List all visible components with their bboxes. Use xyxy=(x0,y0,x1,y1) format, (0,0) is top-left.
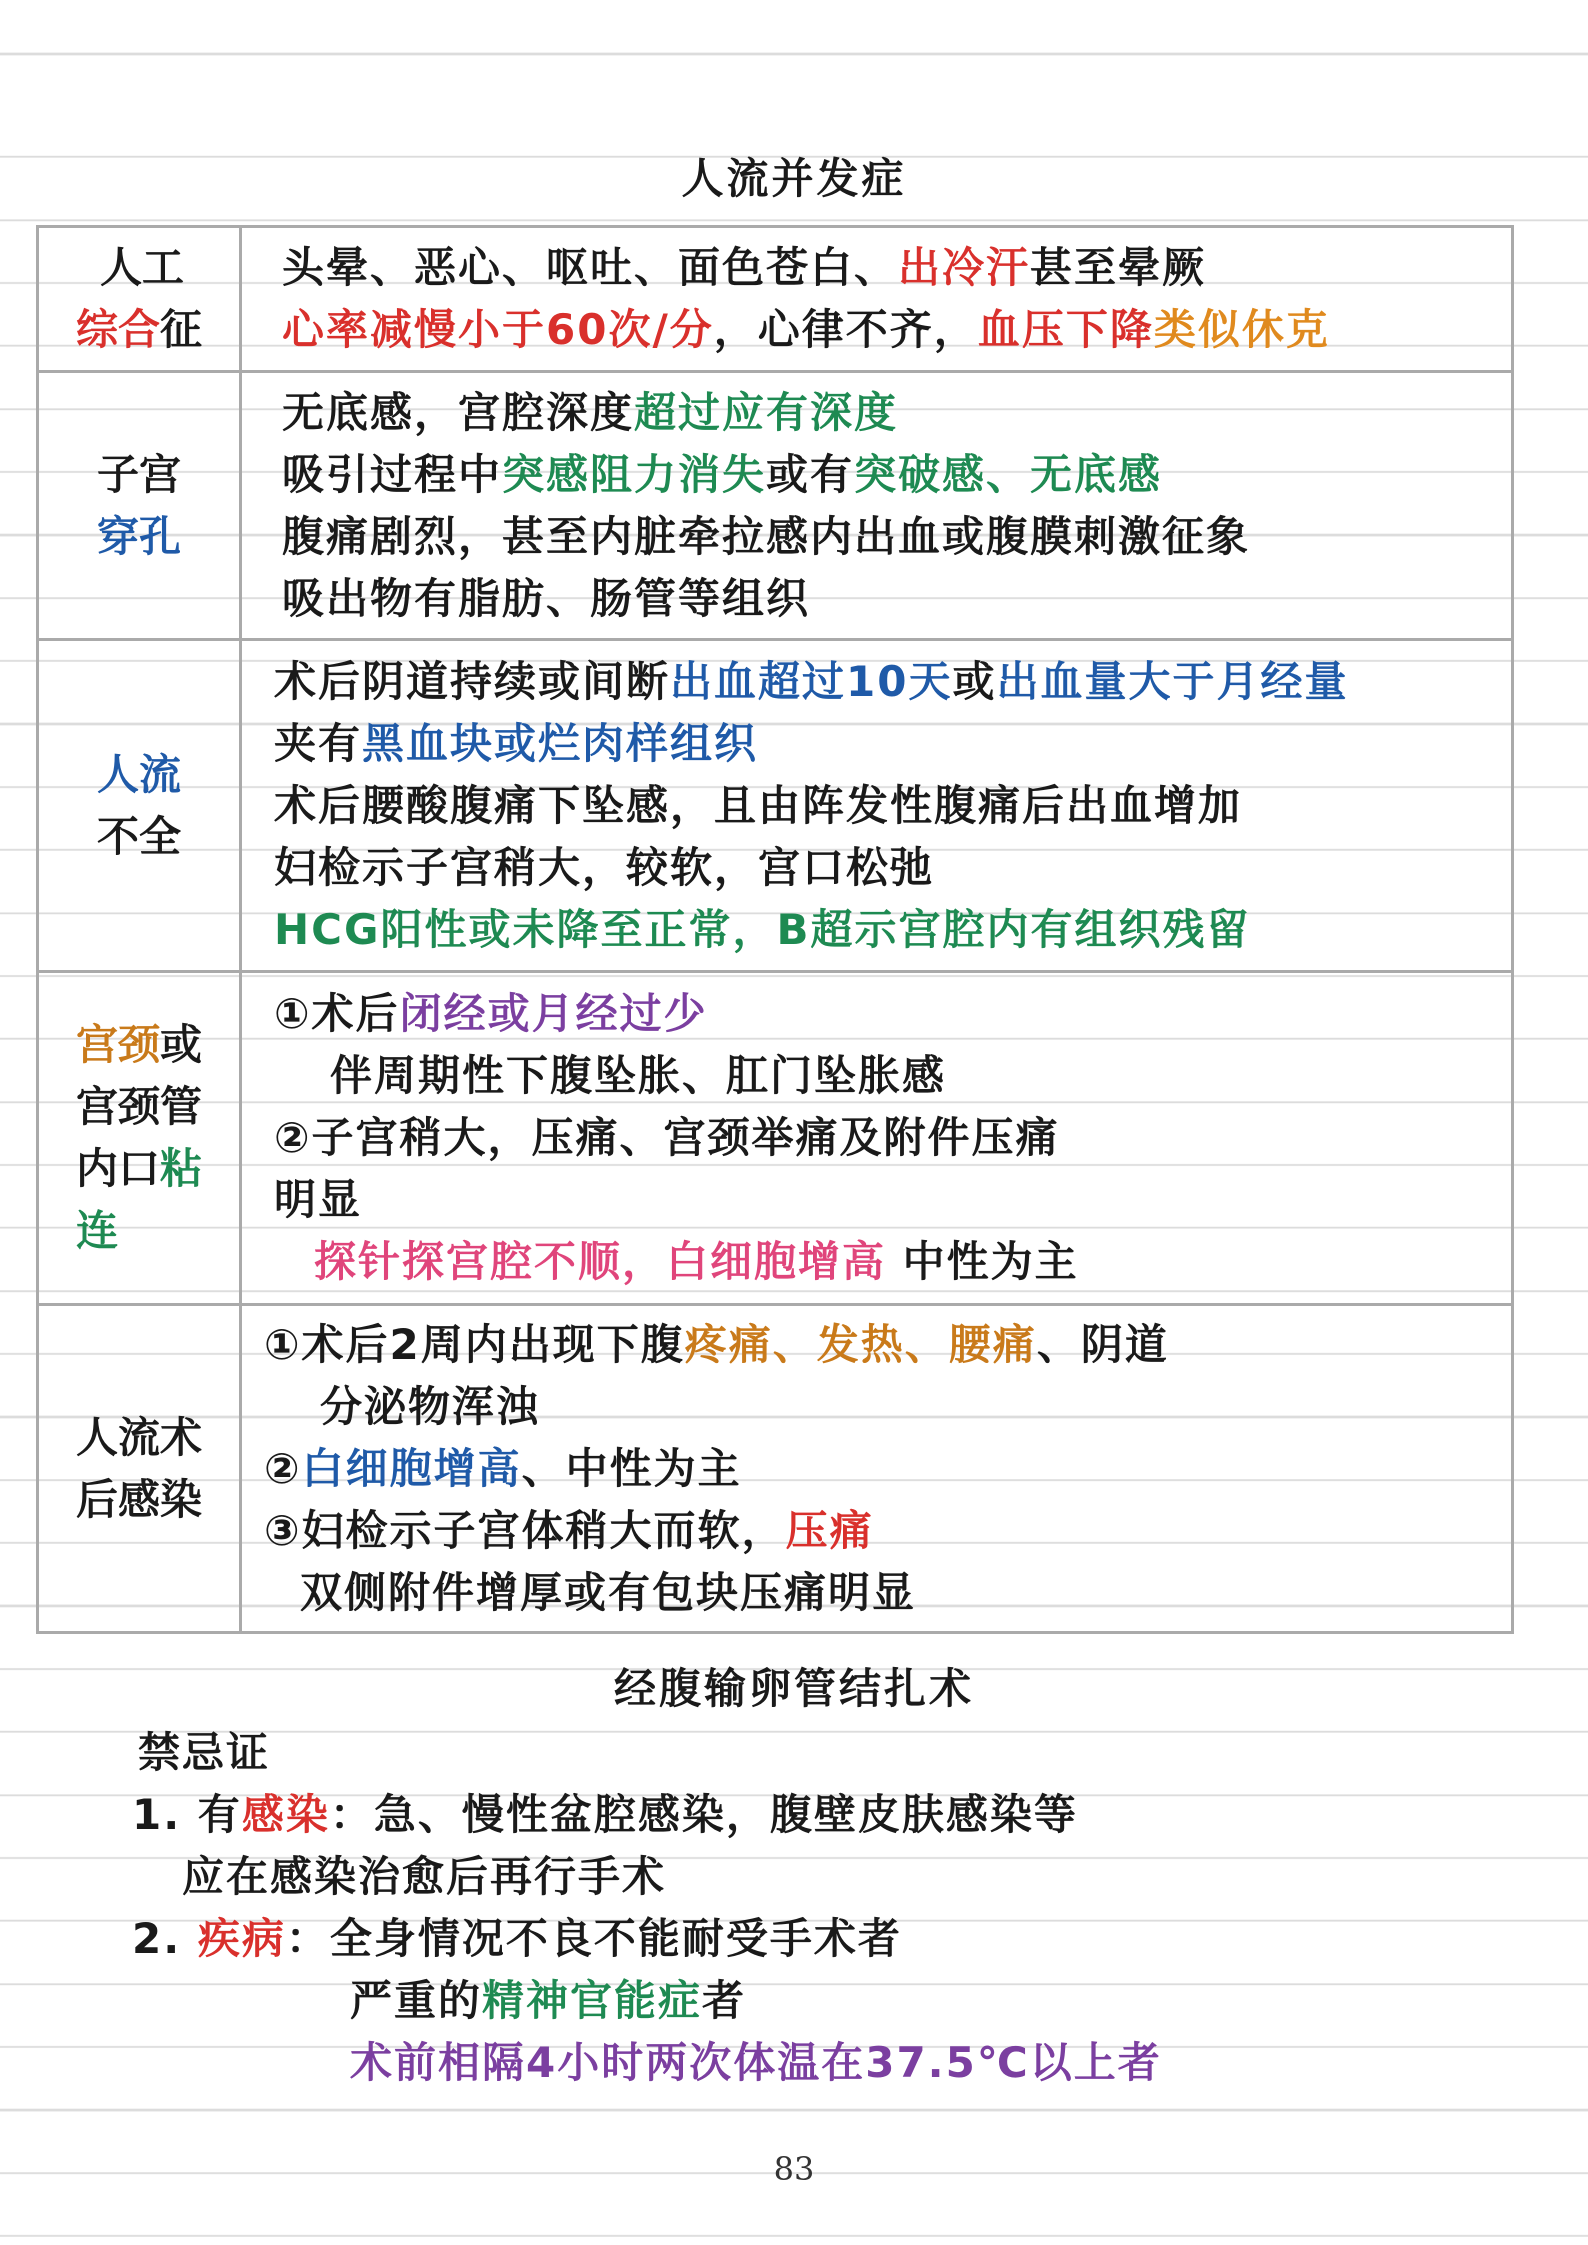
table-row-artificial-syndrome xyxy=(38,227,1513,372)
page-number: 83 xyxy=(773,2150,815,2188)
content-line: HCG阳性或未降至正常，B超示宫腔内有组织残留 xyxy=(274,904,1251,954)
content-line: 无底感，宫腔深度超过应有深度 xyxy=(282,387,899,437)
contraindication-subitem-temperature: 术前相隔4小时两次体温在37.5℃以上者 xyxy=(350,2038,1162,2087)
section-title-abortion-complications: 人流并发症 xyxy=(681,154,907,203)
row-label-uterine-perforation: 子宫 穿孔 xyxy=(38,372,241,640)
table-row-incomplete-abortion xyxy=(38,640,1513,972)
content-line: 分泌物浑浊 xyxy=(320,1381,541,1431)
content-line: 妇检示子宫稍大，较软，宫口松弛 xyxy=(274,842,935,892)
row-content-artificial-syndrome xyxy=(241,227,1513,372)
content-line: 伴周期性下腹坠胀、肛门坠胀感 xyxy=(330,1051,947,1100)
content-line: 吸出物有脂肪、肠管等组织 xyxy=(282,573,811,623)
content-line: ②白细胞增高、中性为主 xyxy=(264,1443,742,1493)
content-line: 明显 xyxy=(274,1175,363,1224)
content-line: ③妇检示子宫体稍大而软，压痛 xyxy=(264,1505,874,1555)
section-title-tubal-ligation: 经腹输卵管结扎术 xyxy=(613,1664,974,1713)
content-line: ①术后2周内出现下腹疼痛、发热、腰痛、阴道 xyxy=(264,1319,1169,1369)
contraindication-item-infection: 1. 有感染：急、慢性盆腔感染，腹壁皮肤感染等 xyxy=(132,1790,1078,1839)
row-content-cervical-adhesion xyxy=(241,972,1513,1305)
row-content-uterine-perforation xyxy=(241,372,1513,640)
contraindication-subitem-neurosis: 严重的精神官能症者 xyxy=(350,1976,747,2025)
contraindication-item-disease: 2. 疾病：全身情况不良不能耐受手术者 xyxy=(132,1914,902,1963)
content-line: 心率减慢小于60次/分，心律不齐，血压下降类似休克 xyxy=(282,305,1330,354)
content-line: ②子宫稍大，压痛、宫颈举痛及附件压痛 xyxy=(274,1113,1060,1162)
content-line: 术后腰酸腹痛下坠感，且由阵发性腹痛后出血增加 xyxy=(274,780,1243,830)
row-content-post-abortion-infection xyxy=(241,1305,1513,1633)
row-label-incomplete-abortion: 人流 不全 xyxy=(38,640,241,972)
table-row-post-abortion-infection xyxy=(38,1305,1513,1633)
complications-table xyxy=(36,225,1514,1634)
content-line: 术后阴道持续或间断出血超过10天或出血量大于月经量 xyxy=(274,656,1349,706)
row-label-artificial-syndrome: 人工 综合征 xyxy=(38,227,241,372)
table-row-cervical-adhesion xyxy=(38,972,1513,1305)
table-row-uterine-perforation xyxy=(38,372,1513,640)
row-label-cervical-adhesion: 宫颈或 宫颈管 内口粘 连 xyxy=(38,972,241,1305)
row-label-post-abortion-infection: 人流术 后感染 xyxy=(38,1305,241,1633)
content-line: 夹有黑血块或烂肉样组织 xyxy=(274,718,759,768)
content-line: 腹痛剧烈，甚至内脏牵拉感内出血或腹膜刺激征象 xyxy=(282,511,1251,561)
content-line: 双侧附件增厚或有包块压痛明显 xyxy=(300,1567,917,1617)
content-line: 探针探宫腔不顺，白细胞增高 中性为主 xyxy=(314,1237,1079,1286)
contraindications-heading: 禁忌证 xyxy=(138,1728,271,1777)
content-line: 头晕、恶心、呕吐、面色苍白、出冷汗甚至晕厥 xyxy=(282,243,1207,292)
content-line: 吸引过程中突感阻力消失或有突破感、无底感 xyxy=(282,449,1163,499)
contraindication-note: 应在感染治愈后再行手术 xyxy=(182,1852,667,1901)
content-line: ①术后闭经或月经过少 xyxy=(274,989,708,1038)
row-content-incomplete-abortion xyxy=(241,640,1513,972)
